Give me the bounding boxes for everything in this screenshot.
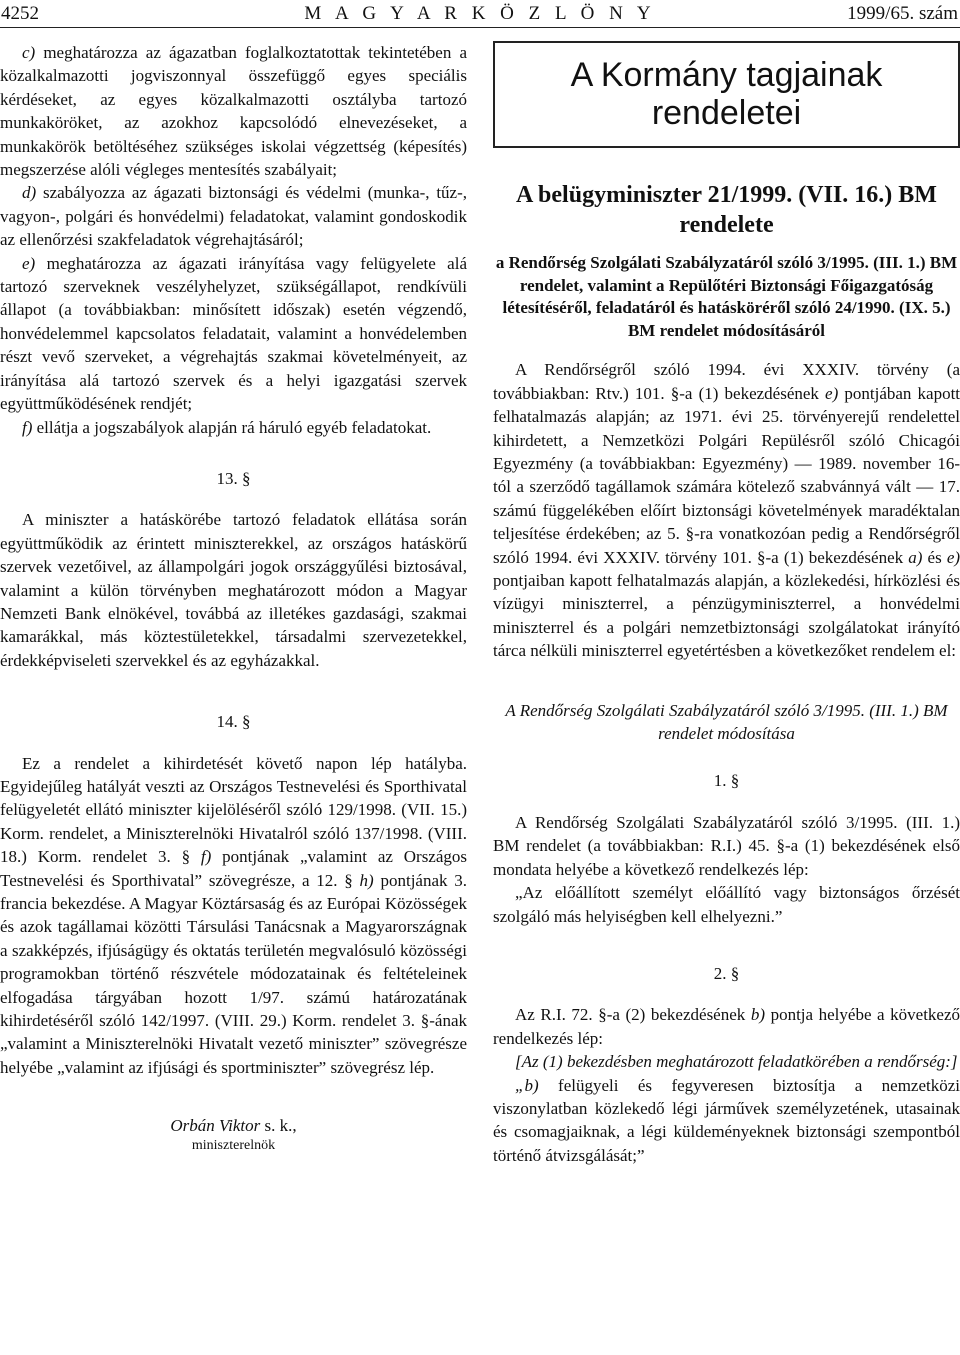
text-run: és bbox=[927, 547, 942, 567]
section-2-title: 2. § bbox=[713, 963, 740, 983]
text-run: Ez a rendelet a kihirdetését követő napon lép hatályba. Egyidejűleg hatályát veszti az Országos Testnevelési és Sporthivatal felügyeletét ellátó miniszter kijelöléséről szóló 129/1998. (VII. 15.) Korm. rendelet, a Miniszterelnöki Hivatalról szóló 137/1998. (VIII. 18.) Korm. rendelet 3. § bbox=[0, 753, 467, 867]
section-box-title: A Kormány tagjainak rendeletei bbox=[493, 41, 960, 148]
item-text: meghatározza az ágazatban foglalkoztatottak tekintetében a közalkalmazotti jogviszonnyal összefüggő egyes speciális kérdéseket, az egyes közalkalmazotti osztályba tartozó munkaköröket, az azokhoz kapcsolódó elnevezéseket, a munkakörök betöltéséhez szükséges iskolai végzettség (képesítés) megszerzése alóli végleges mentesítés szabályait; bbox=[0, 43, 467, 180]
issue-number: 1999/65. szám bbox=[847, 3, 958, 24]
item-c bbox=[0, 41, 467, 181]
text-run: pontja helyébe a következő rendelkezés lép: bbox=[493, 1005, 960, 1048]
text-run: A Rendőrségről szóló 1994. évi XXXIV. törvény (a továbbiakban: Rtv.) 101. §-a (1) bekezdésének bbox=[493, 360, 960, 403]
signer-role: miniszterelnök bbox=[191, 1137, 276, 1153]
signature-block bbox=[0, 1114, 467, 1153]
item-label: b) bbox=[750, 1005, 766, 1025]
section-1-text: A Rendőrség Szolgálati Szabályzatáról szóló 3/1995. (III. 1.) BM rendelet (a továbbiakban: R.I.) 45. §-a (1) bekezdésének első mondata helyébe a következő rendelkezés lép: bbox=[493, 812, 960, 879]
item-label: f) bbox=[22, 417, 33, 437]
section-14-text bbox=[0, 752, 467, 1080]
item-label: e) bbox=[946, 547, 960, 567]
section-2-quote bbox=[493, 1074, 960, 1168]
left-column bbox=[0, 41, 467, 1154]
item-label: h) bbox=[359, 870, 374, 890]
journal-title: M A G Y A R K Ö Z L Ö N Y bbox=[304, 3, 656, 24]
item-text: szabályozza az ágazati biztonsági és védelmi (munka-, tűz-, vagyon-, polgári és honvédelmi) feladatokat, valamint gondoskodik az ellenőrzési szakfeladatok végrehajtásáról; bbox=[0, 183, 468, 250]
item-label: f) bbox=[200, 847, 212, 867]
text-run: pontjának „valamint az Országos Testnevelési és Sporthivatal” szövegrésze, a 12. § bbox=[0, 847, 468, 890]
text-run: pontjának 3. francia bekezdése. A Magyar Köztársaság és az Európai Közösségek és azok tagállamai közötti Társulási Tanácsnak a Magyarországnak a szakképzés, ifjúságügy és oktatás területén megvalósuló közösségi programokban történő részvétele módozatainak és feltételeinek elfogadása tárgyában hozott 1/97. számú határozatának kihirdetéséről szóló 142/1997. (VIII. 29.) Korm. rendelet 3. §-ának „valamint a Miniszterelnöki Hivatalt vezető miniszter” szövegrésze helyébe „valamint az ifjúsági és sportminiszter” szövegrész lép. bbox=[0, 870, 468, 1077]
page-header bbox=[0, 3, 960, 28]
text-run: pontjában kapott felhatalmazás alapján; az 1971. évi 25. törvényerejű rendelettel kihirdetett, a Nemzetközi Polgári Repülésről szóló Chicagói Egyezmény (a továbbiakban: Egyezmény) — 1989. november 16-tól a szerződő tagállamok számára kötelező szabvánnyá vált — 17. számú függelékében előírt biztonsági követelmények maradéktalan teljesítése érdekében; az 5. §-ra vonatkozóan pedig a Rendőrségről szóló 1994. évi XXXIV. törvény 101. §-a (1) bekezdésének bbox=[493, 383, 960, 567]
item-e bbox=[0, 252, 467, 416]
item-label: a) bbox=[908, 547, 923, 567]
decree-heading: A Rendőrség Szolgálati Szabályzatáról szóló 3/1995. (III. 1.) BM rendelet módosítása bbox=[505, 700, 948, 744]
section-13-title: 13. § bbox=[216, 468, 251, 488]
preamble bbox=[493, 358, 960, 662]
section-2-bracket bbox=[493, 1050, 960, 1073]
section-2-text bbox=[493, 1003, 960, 1050]
section-1-title: 1. § bbox=[713, 771, 740, 791]
item-label: e) bbox=[22, 253, 36, 273]
item-label: e) bbox=[825, 383, 839, 403]
section-1-quote: „Az előállított személyt előállító vagy biztonságos őrzését szolgáló más helyiségben kell elhelyezni.” bbox=[493, 883, 960, 926]
item-d bbox=[0, 181, 467, 251]
bracket-text: [Az (1) bekezdésben meghatározott feladatkörében a rendőrség:] bbox=[515, 1052, 958, 1072]
text-run: felügyeli és fegyveresen biztosítja a nemzetközi viszonylatban közlekedő légi járművek személyzetének, utasainak és csomagjaiknak, a légi küldeményeknek biztonsági szempontból történő átvizsgálását;” bbox=[493, 1075, 960, 1165]
item-label: d) bbox=[22, 183, 37, 203]
signer-suffix: s. k., bbox=[264, 1116, 297, 1136]
item-label: c) bbox=[22, 43, 36, 62]
page-number: 4252 bbox=[1, 3, 39, 24]
section-13-text: A miniszter a hatáskörébe tartozó feladatok ellátása során együttműködik az érintett miniszterekkel, az országos hatáskörű szervek vezetőivel, az állampolgári jogok országgyűlési biztosával, valamint a külön törvényben meghatározott módon a Magyar Nemzeti Bank elnökével, továbbá az illetékes gazdasági, szakmai kamarákkal, más köztestületekkel, társadalmi szervezetekkel, érdekképviseleti szervekkel és az egyházakkal. bbox=[0, 510, 467, 670]
item-f bbox=[0, 416, 467, 439]
item-text: ellátja a jogszabályok alapján rá háruló egyéb feladatokat. bbox=[36, 417, 432, 437]
section-14-title: 14. § bbox=[216, 712, 251, 732]
item-label: „b) bbox=[515, 1075, 539, 1095]
signer-name: Orbán Viktor bbox=[170, 1116, 261, 1136]
text-run: Az R.I. 72. §-a (2) bekezdésének bbox=[515, 1005, 746, 1025]
minister-decree-title: A belügyminiszter 21/1999. (VII. 16.) BM rendelete bbox=[516, 182, 937, 238]
right-column bbox=[493, 41, 960, 1167]
text-run: pontjaiban kapott felhatalmazás alapján, a közlekedési, hírközlési és vízügyi miniszterrel, a pénzügyminiszterrel, a honvédelmi miniszterrel és a polgári nemzetbiztonsági szolgálatokat irányító tárca nélküli miniszterrel egyetértésben a következőket rendelem el: bbox=[493, 571, 960, 661]
decree-subject: a Rendőrség Szolgálati Szabályzatáról szóló 3/1995. (III. 1.) BM rendelet, valamint a Repülőtéri Biztonsági Főigazgatóság létesítéséről, feladatáról és hatásköréről szóló 24/1990. (IX. 5.) BM rendelet módosításáról bbox=[495, 253, 958, 340]
item-text: meghatározza az ágazati irányítása vagy felügyelete alá tartozó szerveknek veszélyhelyzet, szükségállapot, rendkívüli állapot (a továbbiakban: minősített időszak) esetén végzendő, honvédelemmel kapcsolatos feladatait, valamint a honvédelemben részt vevő szerveket, a végrehajtás szakmai követelményeit, az irányítása alá tartozó szervek és a helyi igazgatási szervek együttműködésének rendjét; bbox=[0, 253, 467, 414]
